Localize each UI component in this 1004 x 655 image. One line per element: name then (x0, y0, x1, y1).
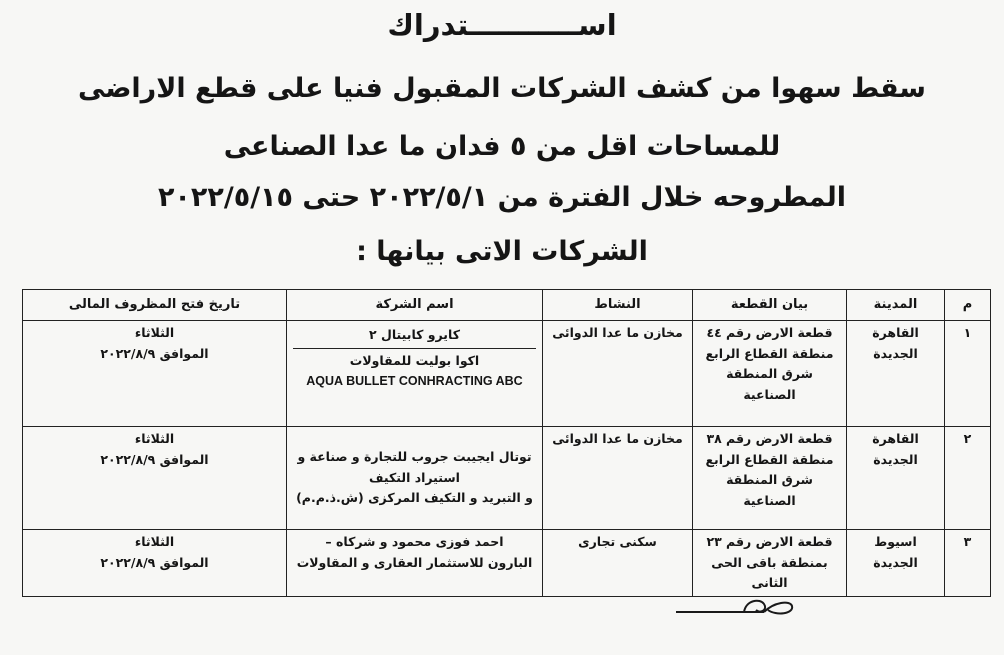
header-activity: النشاط (543, 290, 693, 321)
company-line-1: احمد فوزى محمود و شركاه – (325, 534, 504, 549)
date-day: الثلاثاء (134, 325, 175, 340)
row-plot: قطعة الارض رقم ٤٤ منطقة القطاع الرابع شرق المنطقة الصناعية (693, 321, 847, 427)
table-row (23, 427, 991, 530)
header-city: المدينة (847, 290, 945, 321)
header-num: م (945, 290, 991, 321)
heading-line-3: المطروحه خلال الفترة من ٢٠٢٢/٥/١ حتى ٢٠٢٢/٥/١٥ (157, 182, 847, 213)
company-line-2: البارون للاستثمار العقارى و المقاولات (296, 554, 533, 570)
row-plot: قطعة الارض رقم ٣٨ منطقة القطاع الرابع شرق المنطقة الصناعية (693, 427, 847, 530)
row-plot: قطعة الارض رقم ٢٣ بمنطقة باقى الحى الثانى (693, 530, 847, 597)
header-plot: بيان القطعة (693, 290, 847, 321)
row-date (23, 321, 287, 427)
heading-line-2: للمساحات اقل من ٥ فدان ما عدا الصناعى (223, 131, 781, 162)
header-date: تاريخ فتح المظروف المالى (23, 290, 287, 321)
heading-line-1: سقط سهوا من كشف الشركات المقبول فنيا على قطع الاراضى (78, 73, 926, 104)
signature-mark (672, 592, 797, 622)
company-line-3: و التبريد و التكيف المركزى (ش.ذ.م.م) (296, 490, 533, 506)
company-name-english: AQUA BULLET CONHRACTING ABC (306, 374, 523, 389)
row-company (287, 427, 543, 530)
row-num: ٣ (945, 530, 991, 597)
date-value: الموافق ٢٠٢٢/٨/٩ (100, 345, 209, 361)
date-value: الموافق ٢٠٢٢/٨/٩ (100, 554, 209, 570)
header-company: اسم الشركة (287, 290, 543, 321)
row-date (23, 530, 287, 597)
row-city: اسيوط الجديدة (847, 530, 945, 597)
row-activity: سكنى تجارى (543, 530, 693, 597)
row-activity: مخازن ما عدا الدوائى (543, 427, 693, 530)
date-day: الثلاثاء (134, 534, 175, 549)
companies-table (22, 289, 991, 597)
row-company (287, 321, 543, 427)
row-date (23, 427, 287, 530)
table-row (23, 530, 991, 597)
date-value: الموافق ٢٠٢٢/٨/٩ (100, 451, 209, 467)
row-city: القاهرة الجديدة (847, 321, 945, 427)
document-title: اســـــــــــتدراك (387, 8, 617, 42)
table-row (23, 321, 991, 427)
row-num: ٢ (945, 427, 991, 530)
row-activity: مخازن ما عدا الدوائى (543, 321, 693, 427)
company-line-2: استيراد التكيف (369, 469, 460, 485)
row-num: ١ (945, 321, 991, 427)
table-header-row (23, 290, 991, 321)
company-name-top: كايرو كابيتال ٢ (369, 327, 460, 342)
company-line-1: توتال ايجيبت جروب للتجارة و صناعة و (297, 449, 532, 465)
company-name-arabic: اكوا بوليت للمقاولات (349, 352, 480, 368)
row-company (287, 530, 543, 597)
company-name-group (293, 348, 536, 394)
heading-line-4: الشركات الاتى بيانها : (356, 236, 648, 267)
row-city: القاهرة الجديدة (847, 427, 945, 530)
date-day: الثلاثاء (134, 431, 175, 446)
